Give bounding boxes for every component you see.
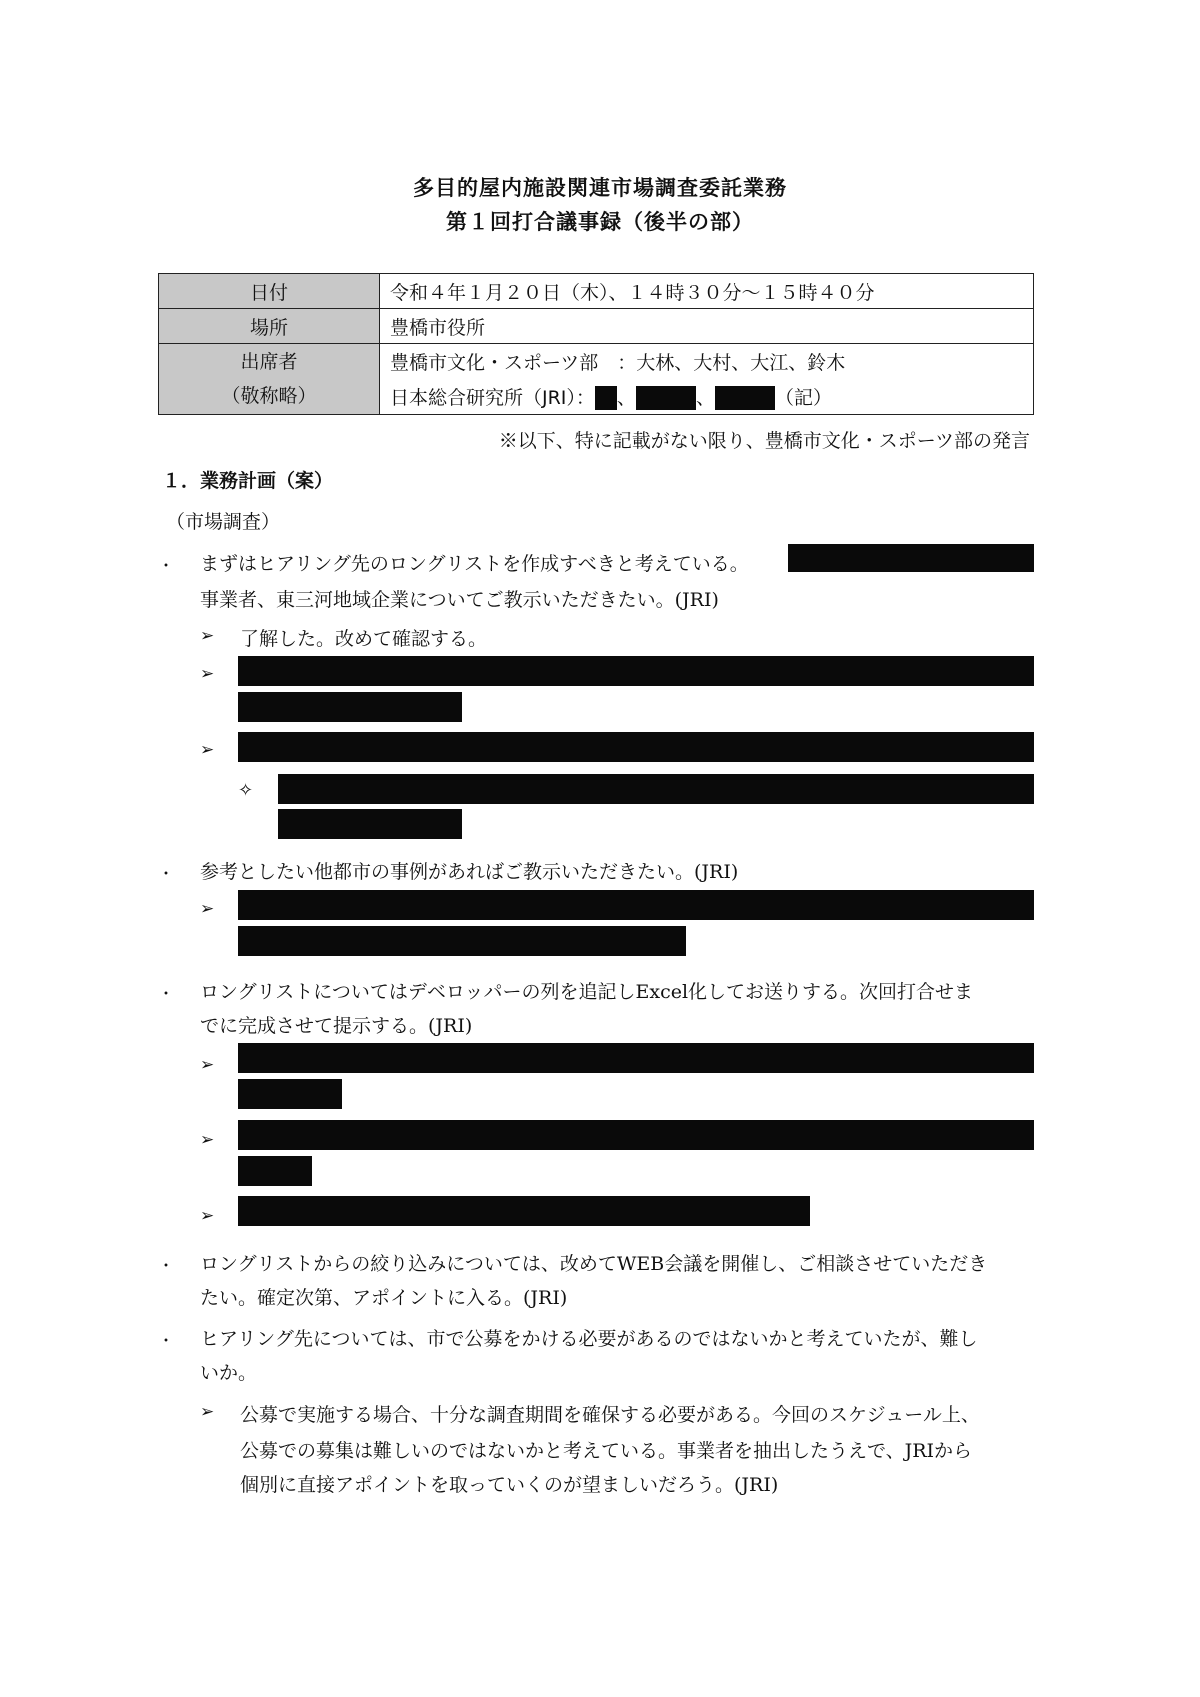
arrow-bullet-icon: ➢ xyxy=(200,664,215,684)
place-label: 場所 xyxy=(159,309,380,344)
redaction-block xyxy=(788,544,1034,572)
arrow-bullet-icon: ➢ xyxy=(200,1055,215,1075)
item5-reply-line1: 公募で実施する場合、十分な調査期間を確保する必要がある。今回のスケジュール上、 xyxy=(240,1404,980,1426)
redaction-block xyxy=(278,809,462,839)
bullet-icon: ・ xyxy=(158,1256,175,1275)
redaction-block xyxy=(238,1120,1034,1150)
item1-reply: 了解した。改めて確認する。 xyxy=(240,628,488,650)
bullet-icon: ・ xyxy=(158,984,175,1003)
arrow-bullet-icon: ➢ xyxy=(200,1206,215,1226)
redaction-block xyxy=(238,656,1034,686)
item4-line2: たい。確定次第、アポイントに入る。(JRI) xyxy=(200,1287,568,1309)
separator: 、 xyxy=(695,386,715,409)
redaction-block xyxy=(238,732,1034,762)
redaction-block xyxy=(238,1196,810,1226)
attendees-label: 出席者 xyxy=(240,351,298,373)
arrow-bullet-icon: ➢ xyxy=(200,1130,215,1150)
attendees-row xyxy=(159,344,1034,380)
meeting-info-table xyxy=(158,273,1034,415)
diamond-bullet-icon: ✧ xyxy=(238,780,254,801)
item4-line1: ロングリストからの絞り込みについては、改めてWEB会議を開催し、ご相談させていただき xyxy=(200,1253,988,1275)
attendees-label-cell xyxy=(159,344,380,415)
bullet-icon: ・ xyxy=(158,556,175,575)
separator: 、 xyxy=(616,386,636,409)
redaction-block xyxy=(238,1043,1034,1073)
arrow-bullet-icon: ➢ xyxy=(200,740,215,760)
redaction-block xyxy=(636,386,696,410)
item5-line2: いか。 xyxy=(200,1362,258,1384)
attendees-city: 豊橋市文化・スポーツ部 ：大林、大村、大江、鈴木 xyxy=(380,344,1034,380)
bullet-icon: ・ xyxy=(158,1331,175,1350)
redaction-block xyxy=(715,386,775,410)
arrow-bullet-icon: ➢ xyxy=(200,1402,215,1422)
item1-line1: まずはヒアリング先のロングリストを作成すべきと考えている。 xyxy=(200,553,749,575)
redaction-block xyxy=(278,774,1034,804)
redaction-block xyxy=(238,926,686,956)
item1-line2: 事業者、東三河地域企業についてご教示いただきたい。(JRI) xyxy=(200,589,719,611)
redaction-block xyxy=(238,1156,312,1186)
redaction-block xyxy=(238,890,1034,920)
redaction-block xyxy=(238,1079,342,1109)
document-subtitle: 第１回打合議事録（後半の部） xyxy=(446,210,754,234)
attendees-jri-cell xyxy=(380,379,1034,415)
recorder-note: （記） xyxy=(774,386,832,409)
date-value: 令和４年１月２０日（木）、１４時３０分～１５時４０分 xyxy=(380,274,1034,309)
redaction-block xyxy=(238,692,462,722)
redaction-block xyxy=(595,386,617,410)
arrow-bullet-icon: ➢ xyxy=(200,626,215,646)
date-label: 日付 xyxy=(159,274,380,309)
date-row xyxy=(159,274,1034,309)
item5-reply-line3: 個別に直接アポイントを取っていくのが望ましいだろう。(JRI) xyxy=(240,1474,779,1496)
item3-line1: ロングリストについてはデベロッパーの列を追記しExcel化してお送りする。次回打合せま xyxy=(200,981,974,1003)
item5-reply-line2: 公募での募集は難しいのではないかと考えている。事業者を抽出したうえで、JRIから xyxy=(240,1440,973,1462)
arrow-bullet-icon: ➢ xyxy=(200,899,215,919)
place-value: 豊橋市役所 xyxy=(380,309,1034,344)
item3-line2: でに完成させて提示する。(JRI) xyxy=(200,1015,473,1037)
bullet-icon: ・ xyxy=(158,864,175,883)
section-heading: １．業務計画（案） xyxy=(162,470,334,492)
subsection-heading: （市場調査） xyxy=(166,511,281,533)
item2-line1: 参考としたい他都市の事例があればご教示いただきたい。(JRI) xyxy=(200,861,739,883)
attendees-jri: 日本総合研究所（JRI）： xyxy=(390,386,595,409)
place-row xyxy=(159,309,1034,344)
document-title: 多目的屋内施設関連市場調査委託業務 xyxy=(413,176,787,200)
item5-line1: ヒアリング先については、市で公募をかける必要があるのではないかと考えていたが、難し xyxy=(200,1328,978,1350)
speaker-note: ※以下、特に記載がない限り、豊橋市文化・スポーツ部の発言 xyxy=(498,430,1030,452)
attendees-label-note: （敬称略） xyxy=(221,385,317,407)
